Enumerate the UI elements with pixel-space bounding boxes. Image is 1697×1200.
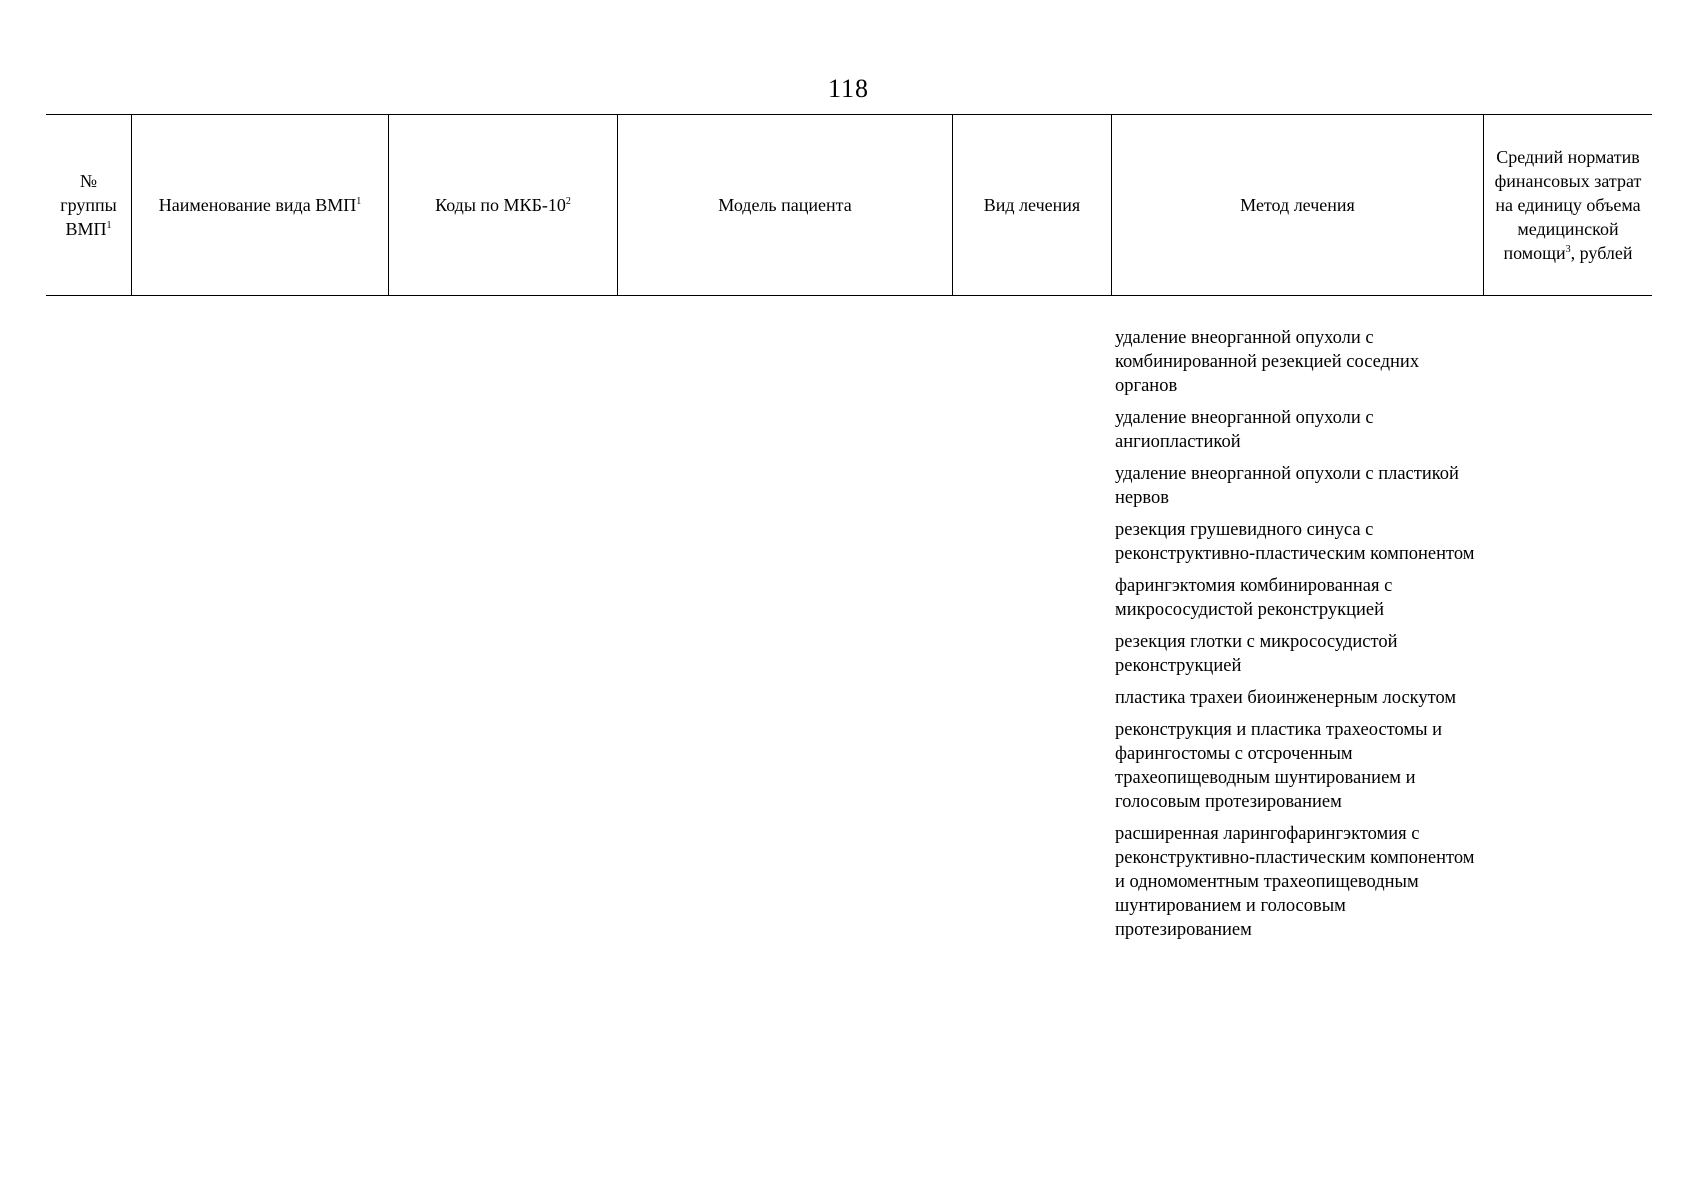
header-group-number xyxy=(46,115,131,295)
header-patient-model-label: Модель пациента xyxy=(718,195,852,215)
footnote-ref-3: 3 xyxy=(1565,244,1571,255)
table-header xyxy=(46,114,1652,296)
footnote-ref-2: 2 xyxy=(565,196,571,207)
list-item: фарингэктомия комбинированная с микрососудистой реконструкцией xyxy=(1115,576,1393,620)
list-item: удаление внеорганной опухоли с ангиопластикой xyxy=(1115,408,1374,452)
header-cost-standard xyxy=(1483,115,1652,295)
header-cost-standard-unit: , рублей xyxy=(1570,243,1633,263)
header-group-number-label: № группы ВМП xyxy=(60,171,117,239)
list-item: расширенная ларингофарингэктомия с реконструктивно-пластическим компонентом и одномоментным трахеопищеводным шунтированием и голосовым протезированием xyxy=(1115,824,1475,940)
page-number: 118 xyxy=(827,74,870,103)
list-item: резекция грушевидного синуса с реконструктивно-пластическим компонентом xyxy=(1115,520,1475,564)
list-item: удаление внеорганной опухоли с пластикой нервов xyxy=(1115,464,1459,508)
header-icd-codes-label: Коды по МКБ-10 xyxy=(435,195,566,215)
footnote-ref-1: 1 xyxy=(106,220,112,231)
header-treatment-method-label: Метод лечения xyxy=(1240,195,1355,215)
list-item: пластика трахеи биоинженерным лоскутом xyxy=(1115,688,1457,708)
header-vmp-name xyxy=(131,115,388,295)
header-treatment-method xyxy=(1111,115,1483,295)
header-icd-codes xyxy=(388,115,617,295)
header-treatment-type xyxy=(952,115,1111,295)
footnote-ref-1: 1 xyxy=(356,196,362,207)
header-vmp-name-label: Наименование вида ВМП xyxy=(158,195,357,215)
header-cost-standard-label: Средний норматив финансовых затрат на единицу объема медицинской помощи xyxy=(1494,147,1642,263)
list-item: удаление внеорганной опухоли с комбинированной резекцией соседних органов xyxy=(1115,328,1420,396)
header-patient-model xyxy=(617,115,952,295)
list-item: реконструкция и пластика трахеостомы и фарингостомы с отсроченным трахеопищеводным шунтированием и голосовым протезированием xyxy=(1115,720,1443,812)
header-treatment-type-label: Вид лечения xyxy=(983,195,1081,215)
list-item: резекция глотки с микрососудистой реконструкцией xyxy=(1115,632,1398,676)
treatment-methods-list xyxy=(1115,326,1485,950)
